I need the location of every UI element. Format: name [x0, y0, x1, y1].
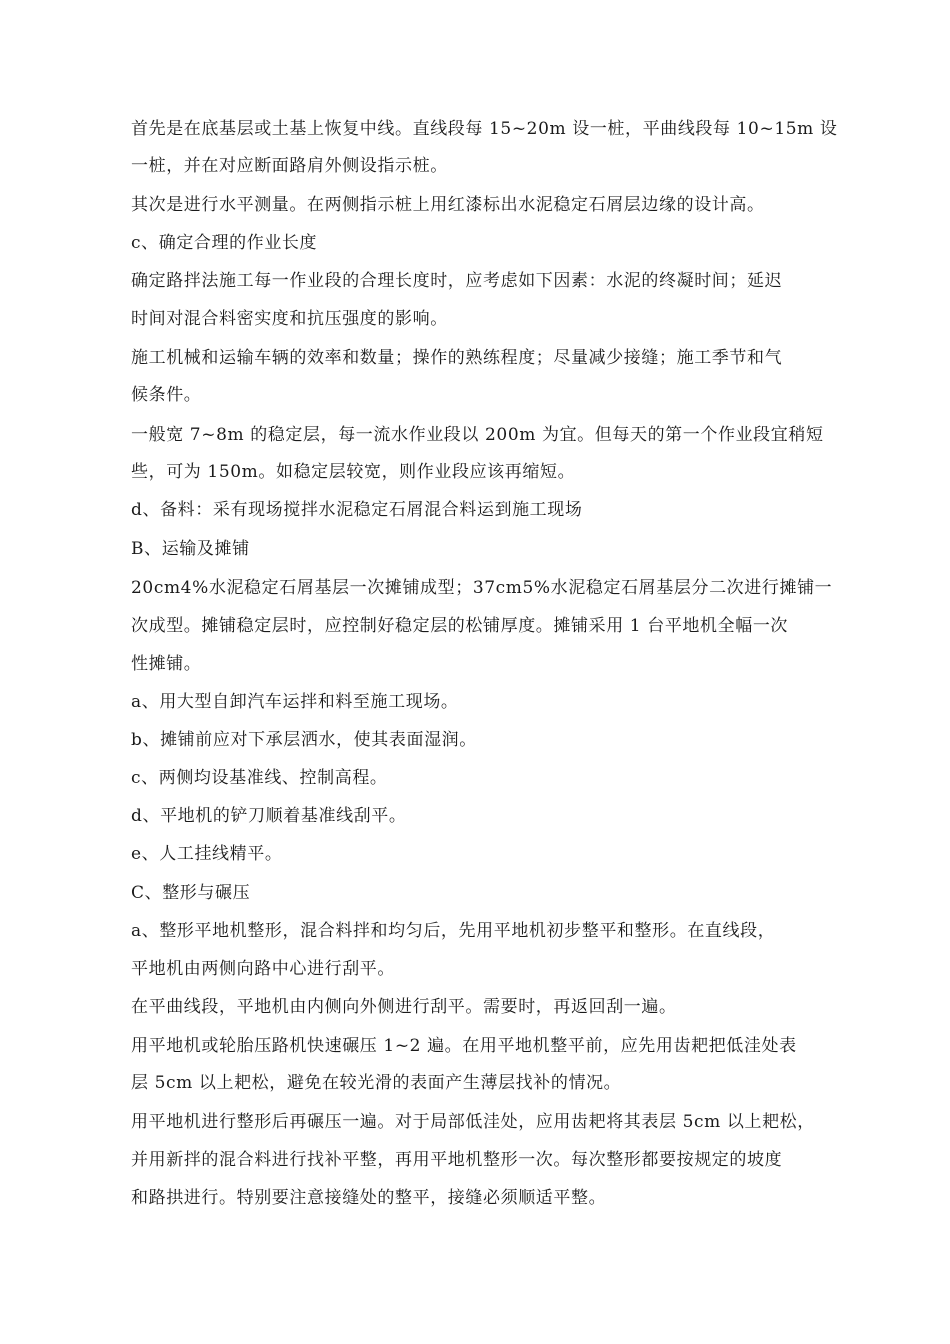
- text-line: 性摊铺。: [131, 654, 202, 674]
- text-line: d、平地机的铲刀顺着基准线刮平。: [131, 806, 407, 826]
- text-line: a、整形平地机整形，混合料拌和均匀后，先用平地机初步整平和整形。在直线段，: [131, 921, 776, 941]
- text-line: 时间对混合料密实度和抗压强度的影响。: [131, 309, 448, 329]
- text-line: 20cm4%水泥稳定石屑基层一次摊铺成型；37cm5%水泥稳定石屑基层分二次进行摊铺一: [131, 578, 833, 598]
- text-line: 首先是在底基层或土基上恢复中线。直线段每 15~20m 设一桩，平曲线段每 10~15m 设: [131, 119, 838, 139]
- text-line: 并用新拌的混合料进行找补平整，再用平地机整形一次。每次整形都要按规定的坡度: [131, 1150, 783, 1170]
- text-line: 在平曲线段，平地机由内侧向外侧进行刮平。需要时，再返回刮一遍。: [131, 997, 677, 1017]
- text-line: b、摊铺前应对下承层洒水，使其表面湿润。: [131, 730, 477, 750]
- text-line: 一桩，并在对应断面路肩外侧设指示桩。: [131, 156, 448, 176]
- text-line: 和路拱进行。特别要注意接缝处的整平，接缝必须顺适平整。: [131, 1188, 607, 1208]
- text-line: e、人工挂线精平。: [131, 844, 283, 864]
- text-line: 一般宽 7~8m 的稳定层，每一流水作业段以 200m 为宜。但每天的第一个作业段宜稍短: [131, 425, 824, 445]
- text-line: B、运输及摊铺: [131, 539, 250, 559]
- text-line: 平地机由两侧向路中心进行刮平。: [131, 959, 395, 979]
- text-line: 用平地机或轮胎压路机快速碾压 1~2 遍。在用平地机整平前，应先用齿耙把低洼处表: [131, 1036, 797, 1056]
- text-line: 确定路拌法施工每一作业段的合理长度时，应考虑如下因素：水泥的终凝时间；延迟: [131, 271, 783, 291]
- text-line: d、备料：采有现场搅拌水泥稳定石屑混合料运到施工现场: [131, 500, 583, 520]
- text-line: c、确定合理的作业长度: [131, 233, 318, 253]
- text-line: 施工机械和运输车辆的效率和数量；操作的熟练程度；尽量减少接缝；施工季节和气: [131, 348, 783, 368]
- text-line: c、两侧均设基准线、控制高程。: [131, 768, 388, 788]
- text-line: a、用大型自卸汽车运拌和料至施工现场。: [131, 692, 459, 712]
- text-line: 候条件。: [131, 385, 202, 405]
- text-line: C、整形与碾压: [131, 883, 251, 903]
- text-line: 些，可为 150m。如稳定层较宽，则作业段应该再缩短。: [131, 462, 576, 482]
- text-line: 次成型。摊铺稳定层时，应控制好稳定层的松铺厚度。摊铺采用 1 台平地机全幅一次: [131, 616, 789, 636]
- text-line: 用平地机进行整形后再碾压一遍。对于局部低洼处，应用齿耙将其表层 5cm 以上耙松，: [131, 1112, 815, 1132]
- text-line: 层 5cm 以上耙松，避免在较光滑的表面产生薄层找补的情况。: [131, 1073, 622, 1093]
- text-line: 其次是进行水平测量。在两侧指示桩上用红漆标出水泥稳定石屑层边缘的设计高。: [131, 195, 765, 215]
